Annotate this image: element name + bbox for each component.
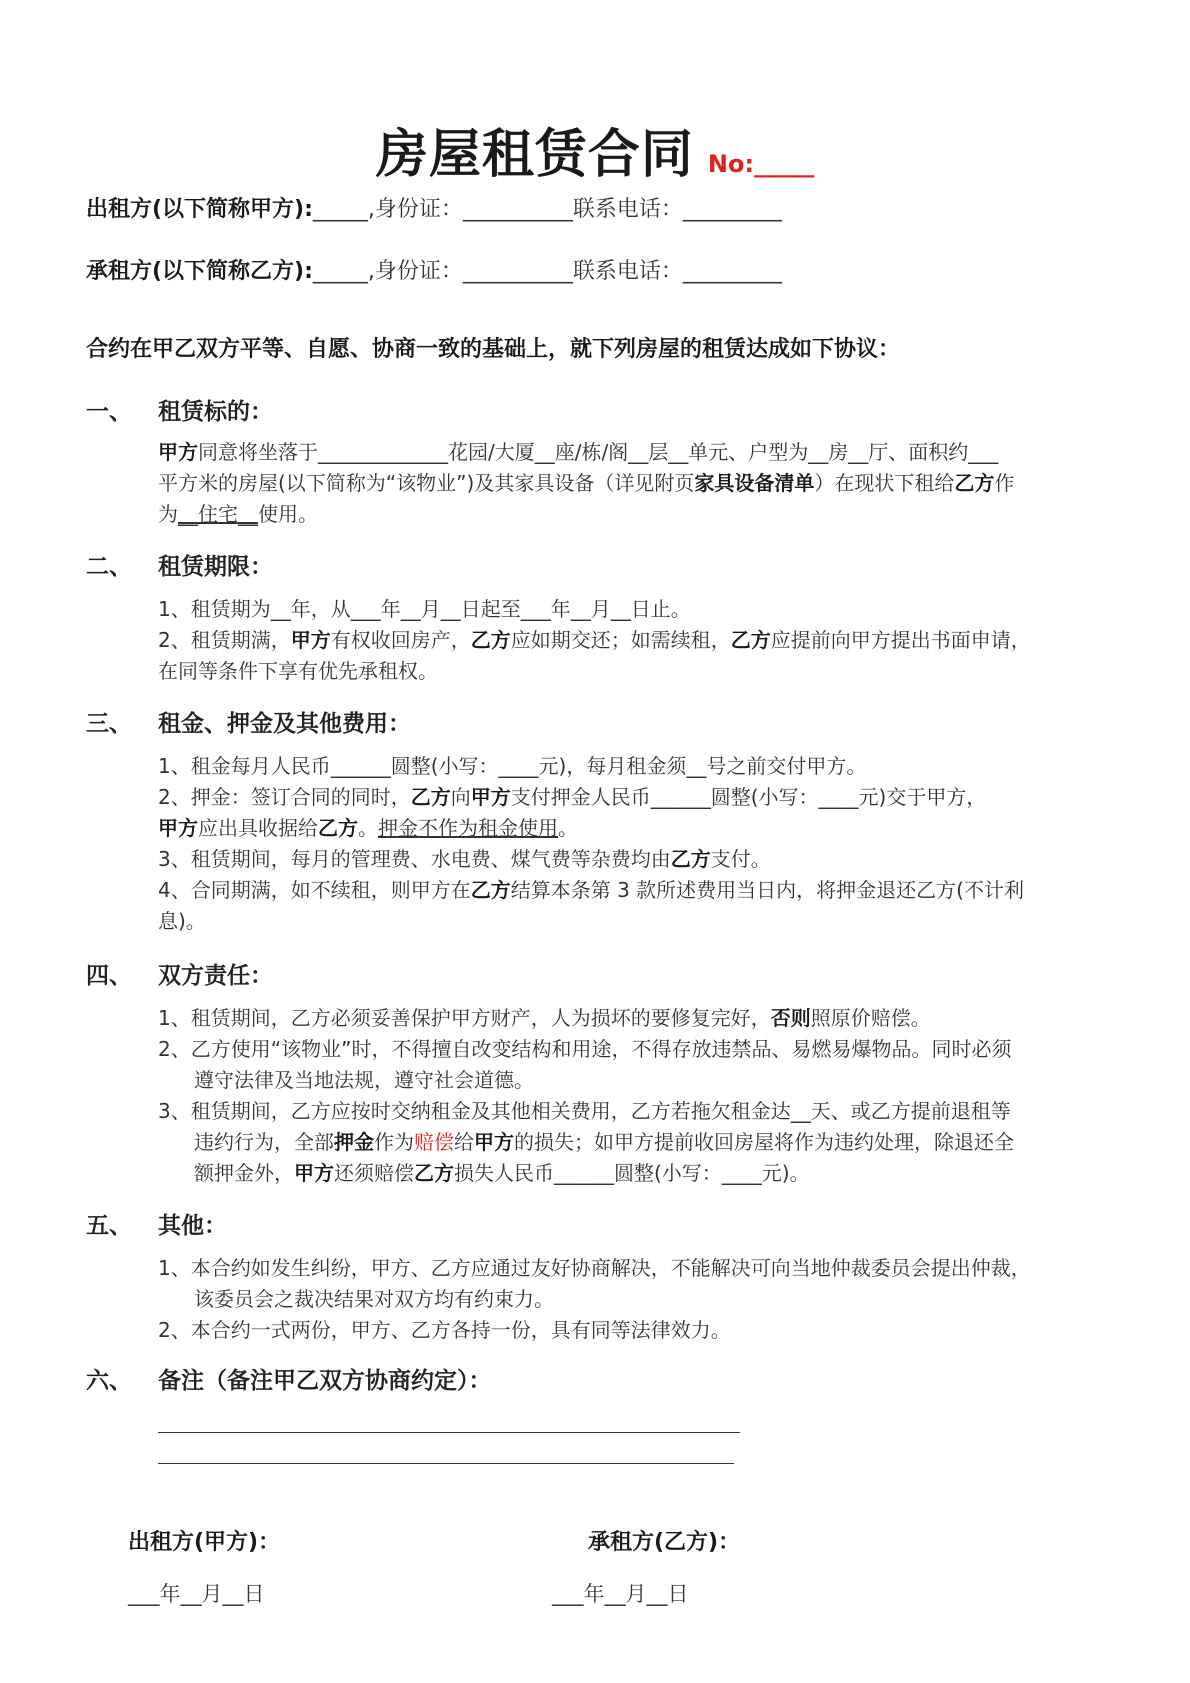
section-body-4	[158, 1003, 1118, 1189]
text-span: 给	[454, 1130, 474, 1154]
text-span: 同意将坐落于_____________花园/大厦__座/栋/阁__层__单元、户型为__房__厅、面积约___	[198, 440, 999, 464]
text-span: 作为	[374, 1130, 414, 1154]
text-span: 乙方	[470, 628, 511, 652]
text-span: 支付押金人民币______圆整(小写：____元)交于甲方，	[510, 785, 987, 809]
document-title	[0, 112, 1190, 187]
section-title: 租金、押金及其他费用：	[158, 711, 411, 737]
clause: 2、本合约一式两份，甲方、乙方各持一份，具有同等法律效力。	[158, 1318, 731, 1342]
clause: 1、本合约如发生纠纷，甲方、乙方应通过友好协商解决，不能解决可向当地仲裁委员会提出仲裁，	[158, 1256, 1031, 1280]
text-span: 向	[450, 785, 471, 809]
deposit-note: 押金不作为租金使用	[378, 816, 558, 840]
section-number: 五、	[86, 1213, 132, 1239]
section-number: 一、	[86, 399, 132, 425]
lessor-info	[86, 192, 782, 223]
text-span: 2、押金：签订合同的同时，	[158, 785, 411, 809]
section-title: 租赁标的：	[158, 399, 273, 425]
text-span: 押金	[334, 1130, 374, 1154]
text-span: 应如期交还；如需续租，	[510, 628, 731, 652]
clause: 2、乙方使用“该物业”时，不得擅自改变结构和用途，不得存放违禁品、易燃易爆物品。同时必须	[158, 1037, 1012, 1061]
section-title: 双方责任：	[158, 963, 273, 989]
title-text: 房屋租赁合同	[375, 125, 694, 185]
remarks-line-1	[158, 1432, 740, 1433]
text-span: 4、合同期满，如不续租，则甲方在	[158, 878, 471, 902]
section-number: 二、	[86, 554, 132, 580]
section-number: 六、	[86, 1368, 132, 1394]
text-span: 作	[994, 471, 1015, 495]
section-heading-4	[86, 957, 273, 990]
text-span: 。	[558, 816, 578, 840]
lessee-fields: _____,身份证：__________联系电话：_________	[312, 259, 782, 284]
text-span: 2、租赁期满，	[158, 628, 291, 652]
compensation-highlight: 赔偿	[414, 1130, 454, 1154]
text-span: 损失人民币______圆整(小写：____元)。	[454, 1161, 810, 1185]
text-span: 支付。	[710, 847, 771, 871]
section-body-3	[158, 751, 1118, 937]
clause: 息)。	[158, 909, 206, 933]
lessee-info	[86, 254, 782, 285]
section-body-2	[158, 594, 1118, 687]
text-span: 使用。	[258, 502, 318, 526]
text-span: 有权收回房产，	[330, 628, 471, 652]
text-span: 结算本条第 3 款所述费用当日内，将押金退还乙方(不计利	[510, 878, 1024, 902]
text-span: 。	[358, 816, 378, 840]
section-heading-6	[86, 1362, 492, 1395]
text-span: 违约行为，全部	[194, 1130, 334, 1154]
text-span: 照原价赔偿。	[810, 1006, 931, 1030]
text-span: 乙方	[670, 847, 711, 871]
section-body-1	[158, 437, 1118, 530]
clause: 1、租金每月人民币______圆整(小写：____元)，每月租金须__号之前交付甲方。	[158, 754, 867, 778]
text-span: 1、租赁期间，乙方必须妥善保护甲方财产，人为损坏的要修复完好，	[158, 1006, 771, 1030]
text-span: 还须赔偿	[334, 1161, 414, 1185]
text-span: 乙方	[410, 785, 451, 809]
text-span: 乙方	[318, 816, 358, 840]
text-span: 乙方	[414, 1161, 454, 1185]
lessor-signature-label: 出租方(甲方)：	[128, 1530, 281, 1555]
text-span: 乙方	[730, 628, 771, 652]
text-span: 应出具收据给	[198, 816, 318, 840]
text-span: 应提前向甲方提出书面申请，	[770, 628, 1031, 652]
clause: 1、租赁期为__年，从___年__月__日起至___年__月__日止。	[158, 597, 691, 621]
section-heading-5	[86, 1207, 227, 1240]
intro-statement: 合约在甲乙双方平等、自愿、协商一致的基础上，就下列房屋的租赁达成如下协议：	[86, 337, 901, 362]
section-number: 三、	[86, 711, 132, 737]
usage-field: __住宅__	[178, 502, 258, 526]
text-span: 甲方	[474, 1130, 514, 1154]
remarks-line-2	[158, 1463, 734, 1464]
text-span: 乙方	[470, 878, 511, 902]
lessor-fields: _____,身份证：__________联系电话：_________	[312, 197, 782, 222]
text-span: 为	[158, 502, 178, 526]
lessor-date: ___年__月__日	[128, 1582, 265, 1606]
text-span: 甲方	[158, 440, 198, 464]
section-body-5	[158, 1253, 1118, 1346]
clause: 3、租赁期间，乙方应按时交纳租金及其他相关费用，乙方若拖欠租金达__天、或乙方提前退租等	[158, 1099, 1011, 1123]
text-span: 甲方	[470, 785, 511, 809]
text-span: 否则	[770, 1006, 811, 1030]
section-heading-1	[86, 393, 273, 426]
lessee-signature-label: 承租方(乙方)：	[588, 1530, 741, 1555]
text-span: 甲方	[158, 816, 198, 840]
clause: 在同等条件下享有优先承租权。	[158, 659, 438, 683]
text-span: 家具设备清单	[694, 471, 815, 495]
lessor-label: 出租方(以下简称甲方):	[86, 197, 313, 222]
section-title: 租赁期限：	[158, 554, 273, 580]
section-heading-2	[86, 548, 273, 581]
section-title: 备注（备注甲乙双方协商约定）：	[158, 1368, 492, 1394]
clause: 该委员会之裁决结果对双方均有约束力。	[194, 1287, 554, 1311]
lessee-date: ___年__月__日	[552, 1582, 689, 1606]
text-span: 乙方	[954, 471, 995, 495]
text-span: 额押金外，	[194, 1161, 294, 1185]
section-heading-3	[86, 705, 411, 738]
text-span: 甲方	[294, 1161, 334, 1185]
text-span: ）在现状下租给	[814, 471, 955, 495]
clause: 遵守法律及当地法规，遵守社会道德。	[194, 1068, 534, 1092]
contract-number: No:_____	[707, 150, 815, 178]
text-span: 甲方	[290, 628, 331, 652]
section-title: 其他：	[158, 1213, 227, 1239]
lessee-label: 承租方(以下简称乙方):	[86, 259, 313, 284]
text-span: 的损失；如甲方提前收回房屋将作为违约处理，除退还全	[514, 1130, 1014, 1154]
text-span: 3、租赁期间，每月的管理费、水电费、煤气费等杂费均由	[158, 847, 671, 871]
text-span: 平方米的房屋(以下简称为“该物业”)及其家具设备（详见附页	[158, 471, 695, 495]
section-number: 四、	[86, 963, 132, 989]
